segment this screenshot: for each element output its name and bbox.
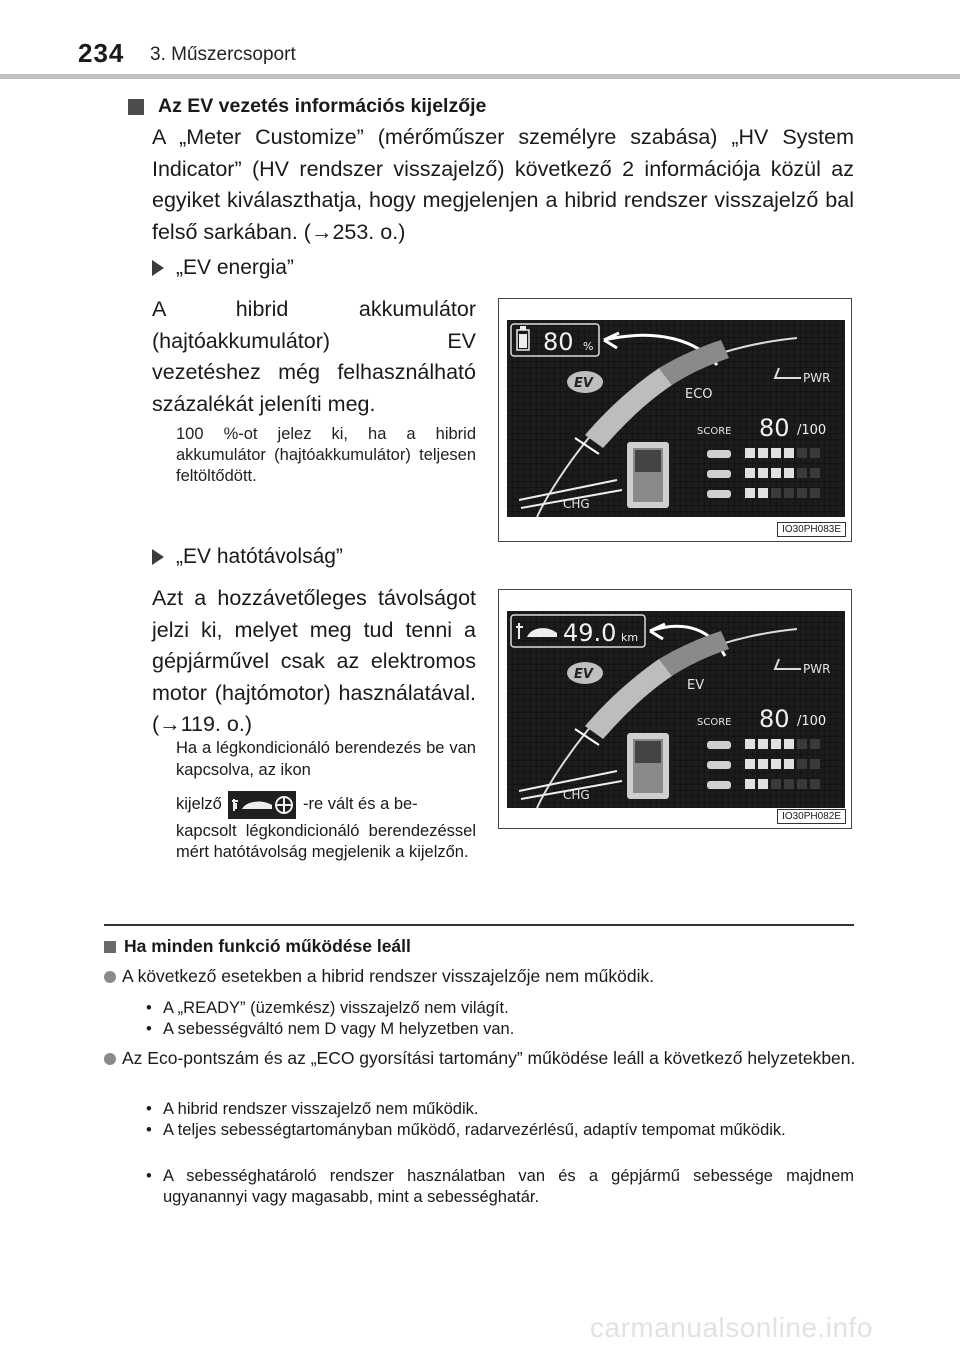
ac-range-icon bbox=[228, 791, 296, 819]
list-item bbox=[146, 1019, 854, 1040]
list-item-text: A sebességváltó nem D vagy M helyzetben van. bbox=[163, 1020, 515, 1038]
cluster-screen bbox=[507, 320, 845, 517]
list-item bbox=[146, 1099, 854, 1120]
square-bullet-icon bbox=[104, 941, 116, 953]
ev-badge: EV bbox=[574, 667, 593, 682]
stop-heading-text: Ha minden funkció működése leáll bbox=[124, 936, 411, 956]
stop-heading bbox=[104, 936, 411, 957]
ev-readout-unit: km bbox=[621, 631, 639, 644]
ev-energy-title-text: „EV energia” bbox=[176, 256, 294, 279]
list-item-text: A teljes sebességtartományban működő, radarvezérlésű, adaptív tempomat működik. bbox=[163, 1121, 786, 1139]
ev-energy-title bbox=[152, 256, 294, 280]
ev-energy-figure bbox=[498, 298, 852, 542]
stop-item-1-text: A következő esetekben a hibrid rendszer visszajelzője nem működik. bbox=[122, 966, 655, 986]
list-item-text: A sebességhatároló rendszer használatban van és a gépjármű sebessége majdnem ugyanannyi vagy magasabb, mint a sebességhatár. bbox=[163, 1167, 854, 1206]
section-rule bbox=[104, 924, 854, 926]
chg-label: CHG bbox=[563, 497, 590, 511]
chg-label: CHG bbox=[563, 788, 590, 802]
list-item bbox=[146, 998, 854, 1019]
score-max: /100 bbox=[797, 423, 827, 438]
pwr-label: PWR bbox=[803, 662, 831, 676]
ev-readout: 80 bbox=[543, 328, 574, 356]
dot-bullet-icon bbox=[104, 971, 116, 983]
bullet-mark: • bbox=[146, 1121, 152, 1139]
ev-readout-unit: % bbox=[583, 340, 594, 353]
note-line-2-pre: kijelző bbox=[176, 795, 222, 813]
stop-item-2 bbox=[104, 1046, 856, 1070]
ev-range-text: Azt a hozzávetőleges távolságot jelzi ki, melyet meg tud tenni a gépjárművel csak az elektromos motor (hajtómotor) használatával. (→119. o.) bbox=[152, 586, 476, 736]
ev-energy-text: A hibrid akkumulátor (hajtóakkumulátor) EV vezetéshez még felhasználható százalékát jeleníti meg. bbox=[152, 297, 476, 416]
list-item-text: A „READY” (üzemkész) visszajelző nem világít. bbox=[163, 999, 509, 1017]
chapter-title: 3. Műszercsoport bbox=[150, 44, 296, 65]
section-heading bbox=[128, 95, 486, 118]
figure-code: IO30PH083E bbox=[777, 522, 846, 537]
list-item bbox=[146, 1166, 854, 1208]
square-bullet-icon bbox=[128, 99, 144, 115]
bullet-mark: • bbox=[146, 999, 152, 1017]
stop-item-2-text: Az Eco-pontszám és az „ECO gyorsítási tartomány” működése leáll a következő helyzetekben. bbox=[122, 1048, 856, 1068]
triangle-bullet-icon bbox=[152, 260, 164, 276]
ev-range-note bbox=[176, 737, 476, 863]
score-value: 80 bbox=[759, 705, 790, 733]
score-label: SCORE bbox=[697, 717, 732, 728]
intro-paragraph: A „Meter Customize” (mérőműszer személyre szabása) „HV System Indicator” (HV rendszer visszajelző) következő 2 információja közül az egyiket kiválaszthatja, hogy megjelenjen a hibrid rendszer visszajelző bal felső sarkában. (→253. o.) bbox=[152, 125, 854, 244]
bullet-mark: • bbox=[146, 1020, 152, 1038]
pwr-label: PWR bbox=[803, 371, 831, 385]
score-max: /100 bbox=[797, 714, 827, 729]
note-line-3: kapcsolt légkondicionáló berendezéssel mért hatótávolság megjelenik a kijelzőn. bbox=[176, 822, 476, 861]
triangle-bullet-icon bbox=[152, 549, 164, 565]
note-line-2 bbox=[176, 789, 476, 819]
note-line-2-post: -re vált és a be- bbox=[303, 795, 418, 813]
figure-code: IO30PH082E bbox=[777, 809, 846, 824]
ev-range-title bbox=[152, 545, 343, 569]
ev-range-figure bbox=[498, 589, 852, 829]
hybrid-indicator-display bbox=[507, 611, 845, 808]
score-label: SCORE bbox=[697, 426, 732, 437]
score-value: 80 bbox=[759, 414, 790, 442]
stop-item-1 bbox=[104, 964, 856, 988]
hybrid-indicator-display bbox=[507, 320, 845, 517]
bullet-mark: • bbox=[146, 1100, 152, 1118]
cluster-screen bbox=[507, 611, 845, 808]
list-item bbox=[146, 1120, 854, 1141]
dot-bullet-icon bbox=[104, 1053, 116, 1065]
ev-readout: 49.0 bbox=[563, 619, 617, 647]
watermark: carmanualsonline.info bbox=[590, 1312, 873, 1343]
eco-zone-label: ECO bbox=[685, 387, 713, 402]
page-number: 234 bbox=[78, 38, 125, 68]
list-item-text: A hibrid rendszer visszajelző nem működik. bbox=[163, 1100, 479, 1118]
header-rule bbox=[0, 74, 960, 79]
bullet-mark: • bbox=[146, 1167, 152, 1185]
ev-range-title-text: „EV hatótávolság” bbox=[176, 545, 343, 568]
ev-badge: EV bbox=[574, 376, 593, 391]
section-heading-text: Az EV vezetés információs kijelzője bbox=[158, 95, 487, 117]
note-line-1: Ha a légkondicionáló berendezés be van kapcsolva, az ikon bbox=[176, 739, 476, 779]
ev-energy-note: 100 %-ot jelez ki, ha a hibrid akkumulátor (hajtóakkumulátor) teljesen feltöltődött. bbox=[176, 425, 476, 485]
ev-zone-label: EV bbox=[687, 678, 705, 693]
